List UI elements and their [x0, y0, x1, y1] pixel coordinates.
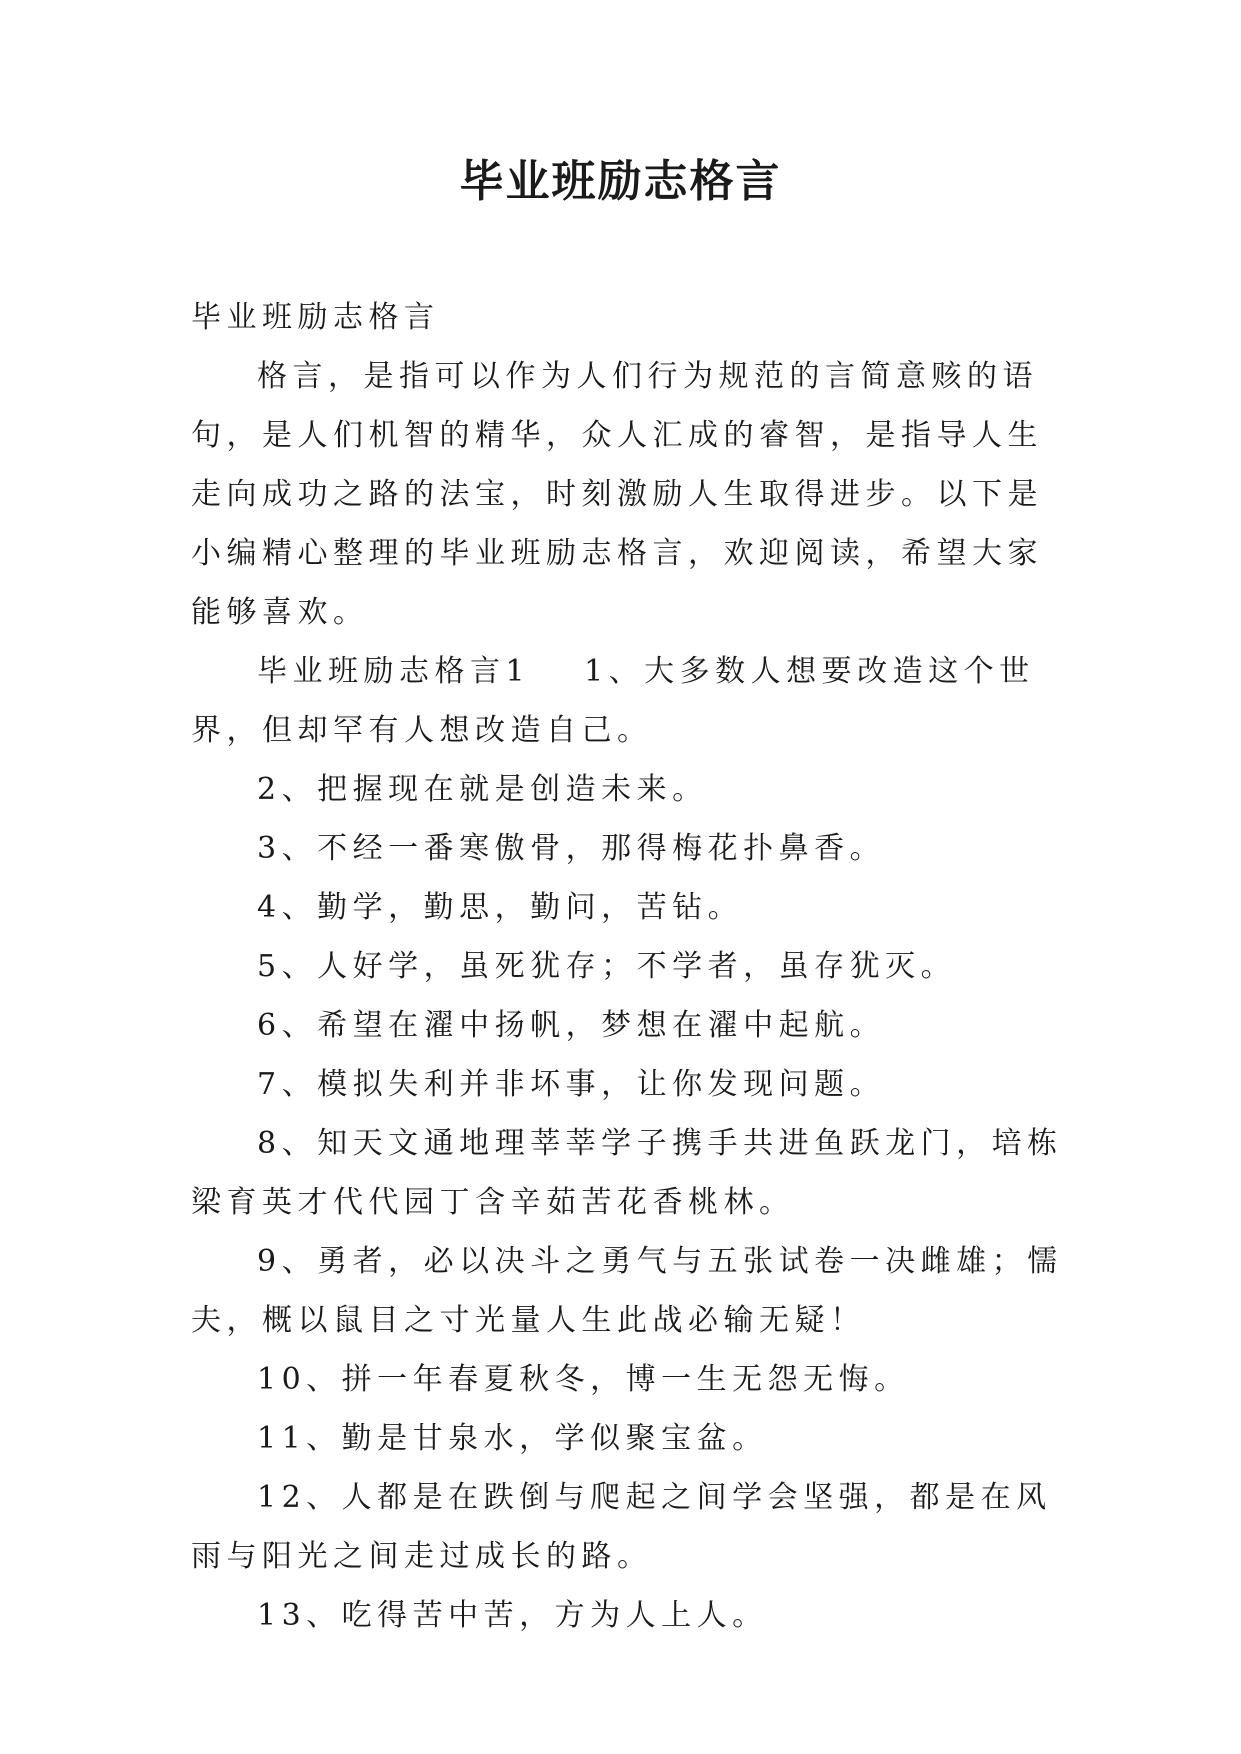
- list-item: 1、大多数人想要改造这个世界，但却罕有人想改造自己。: [191, 654, 1035, 748]
- list-item: 10、拼一年春夏秋冬，博一生无怨无悔。: [257, 1362, 910, 1397]
- list-item: 13、吃得苦中苦，方为人上人。: [257, 1598, 768, 1633]
- list-item: 12、人都是在跌倒与爬起之间学会坚强，都是在风雨与阳光之间走过成长的路。: [191, 1480, 1052, 1574]
- list-item: 3、不经一番寒傲骨，那得梅花扑鼻香。: [257, 831, 886, 866]
- list-item: 8、知天文通地理莘莘学子携手共进鱼跃龙门，培栋梁育英才代代园丁含辛茹苦花香桃林。: [191, 1126, 1063, 1220]
- intro-paragraph: 格言，是指可以作为人们行为规范的言简意赅的语句，是人们机智的精华，众人汇成的睿智，是指导人生走向成功之路的法宝，时刻激励人生取得进步。以下是小编精心整理的毕业班励志格言，欢迎阅读，希望大家能够喜欢。: [191, 359, 1043, 630]
- list-item: 2、把握现在就是创造未来。: [257, 772, 708, 807]
- document-body: [191, 288, 1071, 1645]
- list-item: 9、勇者，必以决斗之勇气与五张试卷一决雌雄；懦夫，概以鼠目之寸光量人生此战必输无疑！: [191, 1244, 1063, 1338]
- list-item: 7、模拟失利并非坏事，让你发现问题。: [257, 1067, 886, 1102]
- document-subtitle: 毕业班励志格言: [191, 300, 440, 335]
- list-item: 11、勤是甘泉水，学似聚宝盆。: [257, 1421, 768, 1456]
- section-heading: 毕业班励志格言1: [257, 654, 531, 689]
- list-item: 4、勤学，勤思，勤问，苦钻。: [257, 890, 744, 925]
- section-heading-line: [191, 642, 1071, 760]
- document-title: 毕业班励志格言: [459, 156, 782, 207]
- list-item: 5、人好学，虽死犹存；不学者，虽存犹灭。: [257, 949, 957, 984]
- list-item: 6、希望在濯中扬帆，梦想在濯中起航。: [257, 1008, 886, 1043]
